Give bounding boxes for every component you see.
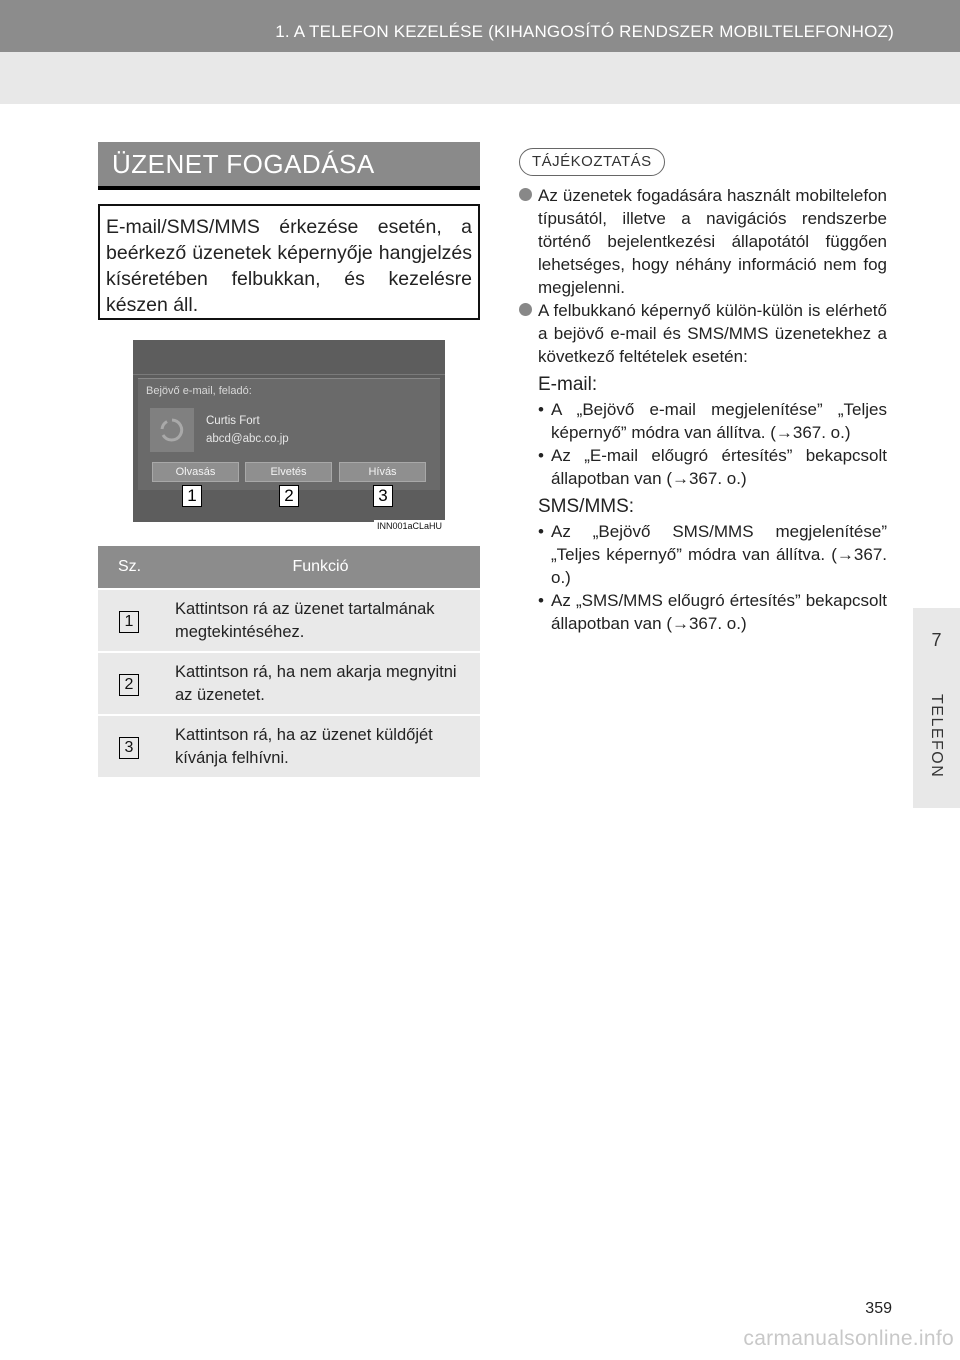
- info-bullet: [519, 184, 887, 299]
- bullet-text: A felbukkanó képernyő külön-külön is elérhető a bejövő e-mail és SMS/MMS üzenetekhez a következő feltételek esetén:: [538, 301, 887, 366]
- row-number: 1: [119, 611, 139, 633]
- read-button[interactable]: Olvasás: [152, 462, 239, 482]
- watermark: carmanualsonline.info: [743, 1327, 954, 1350]
- bullet-marker: •: [538, 591, 544, 610]
- table-row: [98, 714, 480, 777]
- bullet-marker: •: [538, 446, 544, 465]
- email-heading: E-mail:: [538, 374, 598, 395]
- info-bullet: [519, 299, 887, 368]
- section-rule: [98, 186, 480, 190]
- bullet-dot-icon: [519, 188, 532, 201]
- figure-code: INN001aCLaHU: [374, 520, 445, 533]
- condition-text: Az „Bejövő SMS/MMS megjelenítése” „Teljes képernyő” módra van állítva. (→367. o.): [551, 522, 887, 587]
- dismiss-button[interactable]: Elvetés: [245, 462, 332, 482]
- bullet-dot-icon: [519, 303, 532, 316]
- sms-condition: [519, 520, 887, 589]
- email-condition: [519, 398, 887, 444]
- sms-condition: [519, 589, 887, 635]
- header-bar: [0, 0, 960, 52]
- callout-2: 2: [279, 485, 299, 507]
- chapter-side-tab: [913, 608, 960, 808]
- condition-text: A „Bejövő e-mail megjelenítése” „Teljes képernyő” módra van állítva. (→367. o.): [551, 400, 887, 442]
- sms-heading: SMS/MMS:: [538, 496, 635, 517]
- row-text: Kattintson rá, ha az üzenet küldőjét kívánja felhívni.: [175, 726, 433, 767]
- email-condition: [519, 444, 887, 490]
- chapter-title: 1. A TELEFON KEZELÉSE (KIHANGOSÍTÓ RENDSZER MOBILTELEFONHOZ): [275, 22, 894, 41]
- function-table: [98, 546, 480, 777]
- table-row: [98, 588, 480, 651]
- bullet-marker: •: [538, 400, 544, 419]
- chapter-label: TELEFON: [928, 694, 945, 779]
- condition-text: Az „E-mail előugró értesítés” bekapcsolt állapotban van (→367. o.): [551, 446, 887, 488]
- bullet-text: Az üzenetek fogadására használt mobiltelefon típusától, illetve a navigációs rendszerbe történő bejelentkezési állapotától függően lehetséges, hogy néhány információ nem fog megjelenni.: [538, 186, 887, 297]
- table-header: [98, 546, 480, 588]
- incoming-email-popup: [138, 378, 440, 490]
- loading-spinner-icon: [158, 416, 186, 444]
- row-text: Kattintson rá az üzenet tartalmának megtekintéséhez.: [175, 600, 435, 641]
- chapter-number: 7: [931, 630, 942, 650]
- callout-3: 3: [373, 485, 393, 507]
- header-function: Funkció: [292, 558, 349, 575]
- row-number: 3: [119, 737, 139, 759]
- sender-name: Curtis Fort: [206, 415, 260, 427]
- screen-figure: [133, 340, 445, 531]
- sender-email: abcd@abc.co.jp: [206, 433, 289, 445]
- callout-1: 1: [182, 485, 202, 507]
- header-subbar: [0, 52, 960, 104]
- info-tag: TÁJÉKOZTATÁS: [519, 148, 665, 176]
- table-row: [98, 651, 480, 714]
- bullet-marker: •: [538, 522, 544, 541]
- avatar: [150, 408, 194, 452]
- intro-box: E-mail/SMS/MMS érkezése esetén, a beérkező üzenetek képernyője hangjelzés kíséretében felbukkan, és kezelésre készen áll.: [98, 204, 480, 320]
- call-button[interactable]: Hívás: [339, 462, 426, 482]
- info-section: [519, 184, 887, 635]
- condition-text: Az „SMS/MMS előugró értesítés” bekapcsolt állapotban van (→367. o.): [551, 591, 887, 633]
- page-number: 359: [865, 1300, 892, 1317]
- screen-separator: [133, 374, 445, 375]
- row-text: Kattintson rá, ha nem akarja megnyitni az üzenetet.: [175, 663, 457, 704]
- row-number: 2: [119, 674, 139, 696]
- header-number: Sz.: [117, 558, 142, 575]
- popup-title: Bejövő e-mail, feladó:: [146, 385, 252, 397]
- section-title: ÜZENET FOGADÁSA: [98, 142, 480, 186]
